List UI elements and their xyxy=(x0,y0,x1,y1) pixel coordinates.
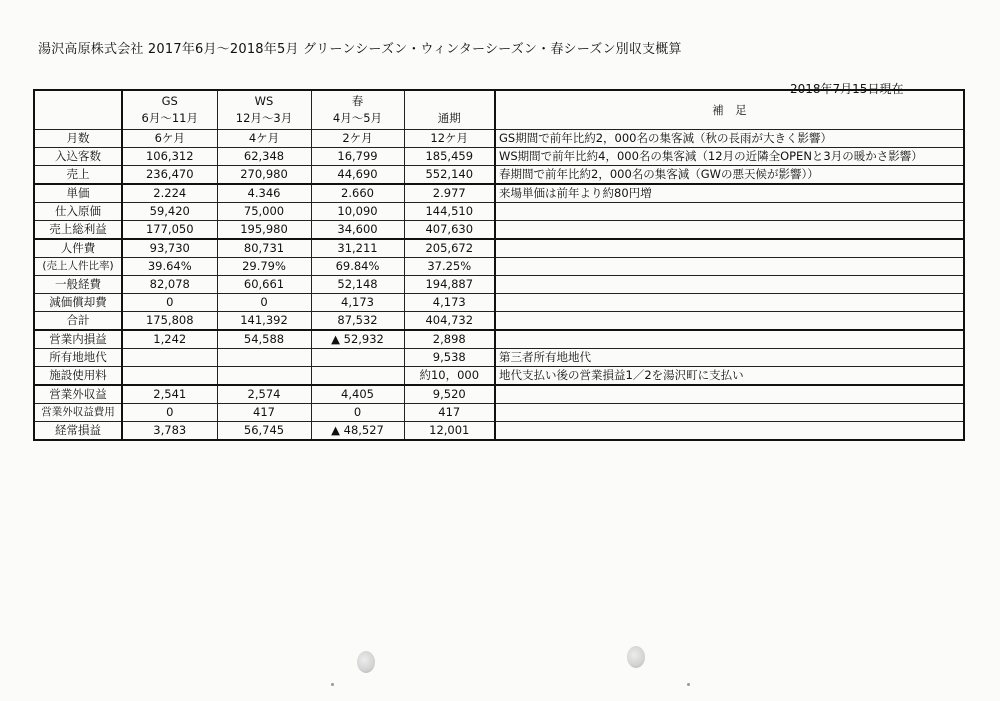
gs-value: 0 xyxy=(122,294,217,312)
note-cell xyxy=(495,312,964,331)
row-label: 人件費 xyxy=(34,239,122,258)
note-cell xyxy=(495,385,964,404)
note-cell xyxy=(495,203,964,221)
annual-value: 205,672 xyxy=(404,239,495,258)
spring-value: 4,173 xyxy=(311,294,404,312)
table-row xyxy=(34,203,964,221)
header-gs xyxy=(122,90,217,130)
table-row xyxy=(34,349,964,367)
spring-value: 2.660 xyxy=(311,184,404,203)
table-row xyxy=(34,221,964,240)
gs-value xyxy=(122,349,217,367)
spring-value: ▲ 48,527 xyxy=(311,422,404,441)
note-cell xyxy=(495,221,964,240)
row-label: 売上総利益 xyxy=(34,221,122,240)
gs-value: 1,242 xyxy=(122,330,217,349)
ws-value: 80,731 xyxy=(217,239,311,258)
row-label: 合計 xyxy=(34,312,122,331)
header-annual xyxy=(404,90,495,130)
note-cell xyxy=(495,294,964,312)
annual-value: 約10，000 xyxy=(404,367,495,386)
table-row xyxy=(34,130,964,148)
row-label: 減価償却費 xyxy=(34,294,122,312)
annual-value: 185,459 xyxy=(404,148,495,166)
header-spring-name: 春 xyxy=(351,94,364,108)
header-annual-label: 通期 xyxy=(437,111,461,125)
table-row xyxy=(34,276,964,294)
annual-value: 12,001 xyxy=(404,422,495,441)
annual-value: 2,898 xyxy=(404,330,495,349)
income-statement-table xyxy=(33,89,965,441)
spring-value: 0 xyxy=(311,404,404,422)
spring-value: 69.84% xyxy=(311,258,404,276)
note-cell xyxy=(495,330,964,349)
note-cell: WS期間で前年比約4，000名の集客減（12月の近隣全OPENと3月の暖かさ影響） xyxy=(495,148,964,166)
row-label: 一般経費 xyxy=(34,276,122,294)
gs-value: 0 xyxy=(122,404,217,422)
ws-value: 62,348 xyxy=(217,148,311,166)
spring-value: 10,090 xyxy=(311,203,404,221)
gs-value: 6ケ月 xyxy=(122,130,217,148)
spring-value xyxy=(311,349,404,367)
spring-value: 34,600 xyxy=(311,221,404,240)
table-row xyxy=(34,294,964,312)
note-cell: 来場単価は前年より約80円増 xyxy=(495,184,964,203)
annual-value: 417 xyxy=(404,404,495,422)
ws-value xyxy=(217,367,311,386)
table-row xyxy=(34,422,964,441)
row-label: 入込客数 xyxy=(34,148,122,166)
spring-value: 52,148 xyxy=(311,276,404,294)
as-of-date: 2018年7月15日現在 xyxy=(790,82,904,96)
row-label: 経常損益 xyxy=(34,422,122,441)
spring-value: 16,799 xyxy=(311,148,404,166)
annual-value: 2.977 xyxy=(404,184,495,203)
ws-value xyxy=(217,349,311,367)
spring-value xyxy=(311,367,404,386)
spring-value: 31,211 xyxy=(311,239,404,258)
header-gs-period: 6月～11月 xyxy=(141,111,198,125)
note-cell: 春期間で前年比約2，000名の集客減（GWの悪天候が影響）） xyxy=(495,166,964,185)
table-row xyxy=(34,148,964,166)
header-ws xyxy=(217,90,311,130)
gs-value: 236,470 xyxy=(122,166,217,185)
gs-value: 2,541 xyxy=(122,385,217,404)
spring-value: 4,405 xyxy=(311,385,404,404)
table-row xyxy=(34,166,964,185)
row-label: 営業外収益 xyxy=(34,385,122,404)
header-gs-name: GS xyxy=(161,94,178,108)
row-label: (売上人件比率) xyxy=(34,258,122,276)
annual-value: 9,520 xyxy=(404,385,495,404)
note-cell xyxy=(495,239,964,258)
ws-value: 2,574 xyxy=(217,385,311,404)
row-label: 仕入原価 xyxy=(34,203,122,221)
annual-value: 404,732 xyxy=(404,312,495,331)
scan-speck xyxy=(687,683,690,686)
gs-value: 93,730 xyxy=(122,239,217,258)
document-title: 湯沢高原株式会社 2017年6月～2018年5月 グリーンシーズン・ウィンターシーズン・春シーズン別収支概算 xyxy=(38,42,682,57)
ws-value: 270,980 xyxy=(217,166,311,185)
annual-value: 194,887 xyxy=(404,276,495,294)
ws-value: 56,745 xyxy=(217,422,311,441)
spring-value: 2ケ月 xyxy=(311,130,404,148)
punch-hole-left xyxy=(357,651,375,673)
row-label: 月数 xyxy=(34,130,122,148)
header-notes: 補 足 xyxy=(495,90,964,130)
table-row xyxy=(34,385,964,404)
gs-value xyxy=(122,367,217,386)
spring-value: 44,690 xyxy=(311,166,404,185)
table-row xyxy=(34,312,964,331)
note-cell xyxy=(495,404,964,422)
annual-value: 552,140 xyxy=(404,166,495,185)
annual-value: 144,510 xyxy=(404,203,495,221)
annual-value: 9,538 xyxy=(404,349,495,367)
spring-value: 87,532 xyxy=(311,312,404,331)
note-cell: 地代支払い後の営業損益1／2を湯沢町に支払い xyxy=(495,367,964,386)
row-label: 施設使用料 xyxy=(34,367,122,386)
table-header-row xyxy=(34,90,964,130)
ws-value: 195,980 xyxy=(217,221,311,240)
header-ws-name: WS xyxy=(254,94,274,108)
scan-speck xyxy=(331,683,334,686)
annual-value: 4,173 xyxy=(404,294,495,312)
gs-value: 175,808 xyxy=(122,312,217,331)
gs-value: 3,783 xyxy=(122,422,217,441)
ws-value: 141,392 xyxy=(217,312,311,331)
annual-value: 407,630 xyxy=(404,221,495,240)
row-label: 営業内損益 xyxy=(34,330,122,349)
header-spring-period: 4月～5月 xyxy=(332,111,383,125)
ws-value: 54,588 xyxy=(217,330,311,349)
note-cell: 第三者所有地地代 xyxy=(495,349,964,367)
table-row xyxy=(34,404,964,422)
gs-value: 59,420 xyxy=(122,203,217,221)
row-label: 売上 xyxy=(34,166,122,185)
table-row xyxy=(34,330,964,349)
ws-value: 4.346 xyxy=(217,184,311,203)
ws-value: 4ケ月 xyxy=(217,130,311,148)
table-row xyxy=(34,184,964,203)
ws-value: 60,661 xyxy=(217,276,311,294)
header-spring xyxy=(311,90,404,130)
row-label: 営業外収益費用 xyxy=(34,404,122,422)
gs-value: 2.224 xyxy=(122,184,217,203)
table-row xyxy=(34,239,964,258)
header-blank xyxy=(34,90,122,130)
annual-value: 12ケ月 xyxy=(404,130,495,148)
gs-value: 177,050 xyxy=(122,221,217,240)
ws-value: 75,000 xyxy=(217,203,311,221)
ws-value: 0 xyxy=(217,294,311,312)
note-cell xyxy=(495,276,964,294)
gs-value: 106,312 xyxy=(122,148,217,166)
row-label: 単価 xyxy=(34,184,122,203)
table-row xyxy=(34,258,964,276)
annual-value: 37.25% xyxy=(404,258,495,276)
ws-value: 417 xyxy=(217,404,311,422)
header-ws-period: 12月～3月 xyxy=(235,111,293,125)
ws-value: 29.79% xyxy=(217,258,311,276)
gs-value: 82,078 xyxy=(122,276,217,294)
gs-value: 39.64% xyxy=(122,258,217,276)
punch-hole-right xyxy=(627,646,645,668)
note-cell: GS期間で前年比約2，000名の集客減（秋の長雨が大きく影響） xyxy=(495,130,964,148)
table-row xyxy=(34,367,964,386)
row-label: 所有地地代 xyxy=(34,349,122,367)
spring-value: ▲ 52,932 xyxy=(311,330,404,349)
note-cell xyxy=(495,422,964,441)
note-cell xyxy=(495,258,964,276)
